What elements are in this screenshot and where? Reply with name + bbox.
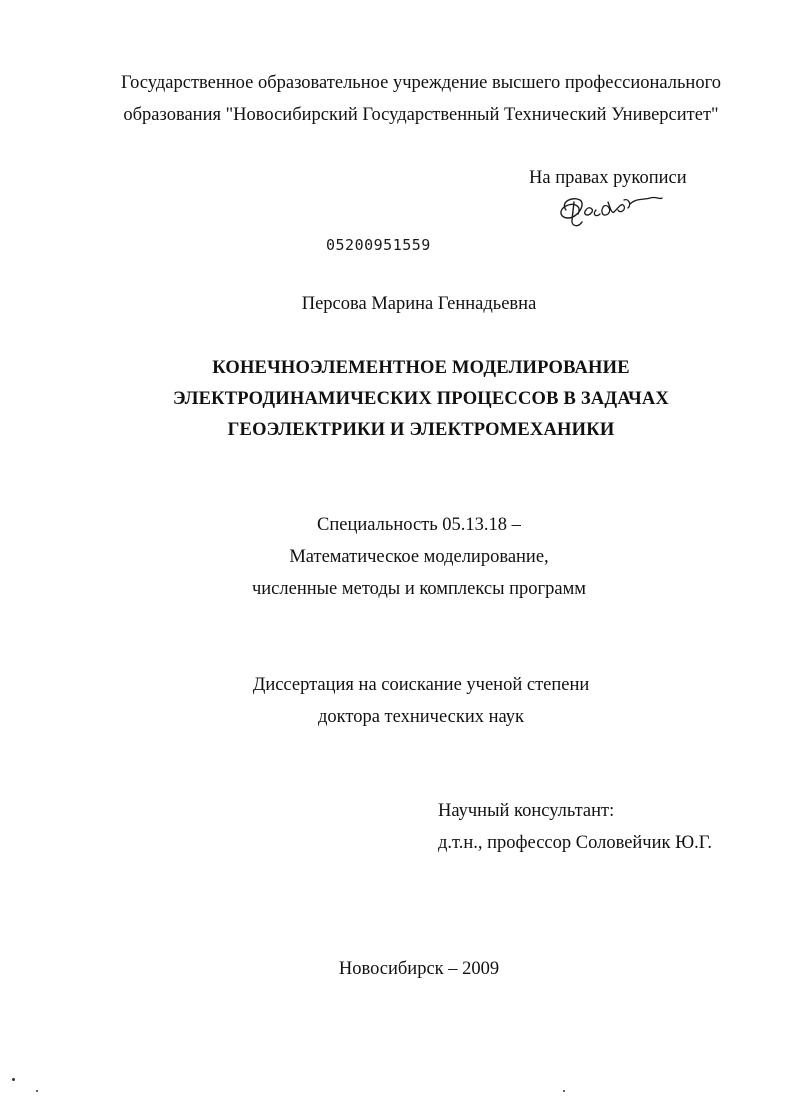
archive-number: 05200951559 <box>326 236 431 254</box>
specialty-line-3: численные методы и комплексы программ <box>251 579 587 599</box>
scan-speck <box>563 1090 565 1092</box>
author-name: Персова Марина Геннадьевна <box>301 294 537 314</box>
author-signature <box>552 188 664 236</box>
institution-line-1: Государственное образовательное учреждение высшего профессионального <box>121 73 721 93</box>
scan-speck <box>12 1078 15 1081</box>
manuscript-rights-note: На правах рукописи <box>529 168 687 188</box>
title-line-2: ЭЛЕКТРОДИНАМИЧЕСКИХ ПРОЦЕССОВ В ЗАДАЧАХ <box>173 389 669 409</box>
dissertation-line-1: Диссертация на соискание ученой степени <box>252 675 590 695</box>
specialty-line-1: Специальность 05.13.18 – <box>317 515 521 535</box>
title-line-3: ГЕОЭЛЕКТРИКИ И ЭЛЕКТРОМЕХАНИКИ <box>227 420 615 440</box>
dissertation-line-2: доктора технических наук <box>317 707 525 727</box>
institution-line-2: образования "Новосибирский Государственный Технический Университет" <box>123 105 719 125</box>
city-year: Новосибирск – 2009 <box>338 959 500 979</box>
title-line-1: КОНЕЧНОЭЛЕМЕНТНОЕ МОДЕЛИРОВАНИЕ <box>212 358 630 378</box>
consultant-label: Научный консультант: <box>438 801 615 821</box>
specialty-line-2: Математическое моделирование, <box>289 547 549 567</box>
scan-speck <box>36 1090 38 1092</box>
consultant-name: д.т.н., профессор Соловейчик Ю.Г. <box>438 833 712 853</box>
